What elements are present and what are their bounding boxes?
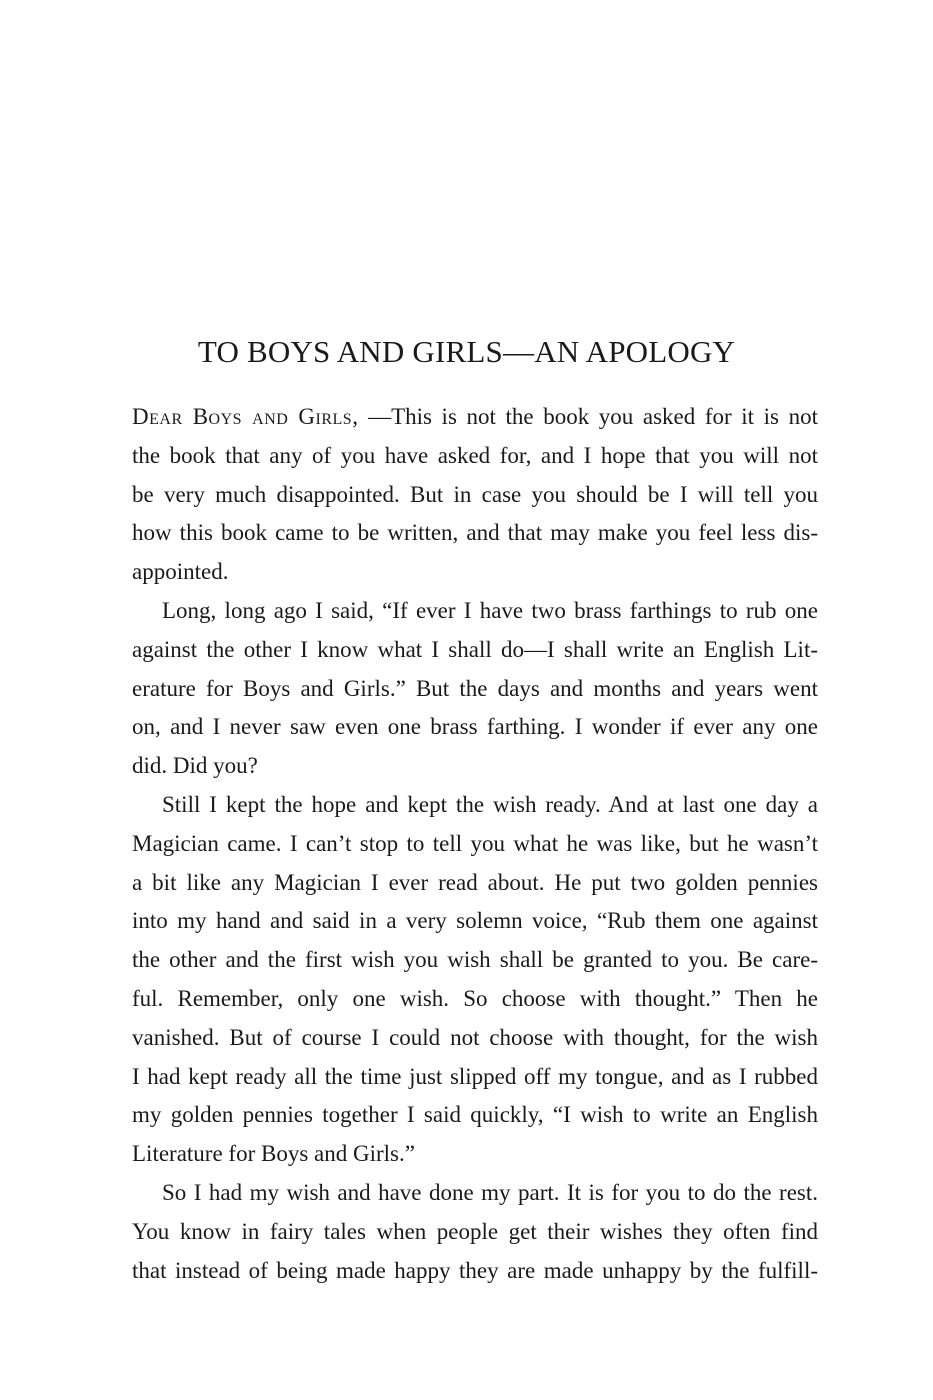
body-text [132, 398, 818, 1290]
text-line: Literature for Boys and Girls.” [132, 1141, 415, 1167]
text-line: Still I kept the hope and kept the wish ready. And at last one day a [162, 791, 818, 817]
text-line: against the other I know what I shall do—I shall write an English Lit- [132, 636, 818, 662]
paragraph-4 [132, 1174, 818, 1290]
paragraph-3 [132, 786, 818, 1174]
text-line: the book that any of you have asked for, and I hope that you will not [132, 442, 818, 468]
text-line: how this book came to be written, and that may make you feel less dis- [132, 520, 818, 546]
text-line: the other and the first wish you wish shall be granted to you. Be care- [132, 947, 818, 973]
text-line: that instead of being made happy they are made unhappy by the fulfill- [132, 1257, 818, 1283]
text-line: I had kept ready all the time just slipped off my tongue, and as I rubbed [132, 1063, 818, 1089]
text-line: did. Did you? [132, 753, 258, 779]
text-line: a bit like any Magician I ever read about. He put two golden pennies [132, 869, 818, 895]
paragraph-2 [132, 592, 818, 786]
text-line: be very much disappointed. But in case you should be I will tell you [132, 481, 818, 507]
text-line: ful. Remember, only one wish. So choose with thought.” Then he [132, 985, 818, 1011]
text-line: into my hand and said in a very solemn voice, “Rub them one against [132, 908, 818, 934]
text-line: Dear Boys and Girls, —This is not the book you asked for it is not [132, 404, 819, 429]
text-line: appointed. [132, 559, 229, 585]
salutation: Dear Boys and Girls, [132, 404, 359, 429]
text-line: Magician came. I can’t stop to tell you what he was like, but he wasn’t [132, 830, 818, 856]
text-line: vanished. But of course I could not choose with thought, for the wish [132, 1024, 818, 1050]
text-line: So I had my wish and have done my part. It is for you to do the rest. [162, 1179, 818, 1205]
text-line: erature for Boys and Girls.” But the days and months and years went [132, 675, 818, 701]
chapter-title: TO BOYS AND GIRLS—AN APOLOGY [197, 334, 736, 369]
text-line: on, and I never saw even one brass farthing. I wonder if ever any one [132, 714, 818, 740]
text-line: You know in fairy tales when people get their wishes they often find [132, 1218, 818, 1244]
text-line: my golden pennies together I said quickly, “I wish to write an English [132, 1102, 818, 1128]
text-line: Long, long ago I said, “If ever I have two brass farthings to rub one [162, 597, 818, 623]
paragraph-1 [132, 398, 818, 592]
